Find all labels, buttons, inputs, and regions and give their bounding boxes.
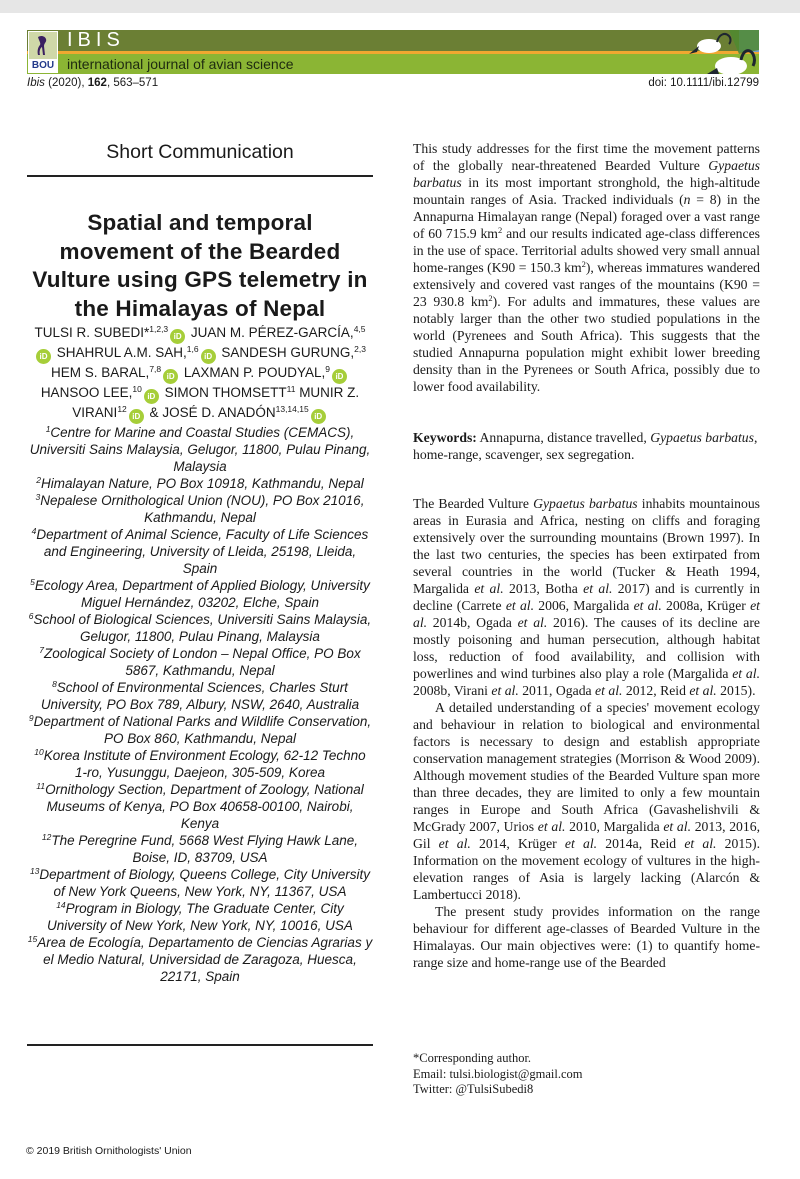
doi[interactable]: doi: 10.1111/ibi.12799 xyxy=(648,77,759,89)
orcid-icon[interactable]: iD xyxy=(201,349,216,364)
author xyxy=(51,365,180,380)
citation-journal: Ibis xyxy=(27,77,45,89)
author-name: MUNIR Z. VIRANI xyxy=(72,385,360,420)
body-paragraph: The present study provides information on the range behaviour for different age-classes of Bearded Vulture in the Himalayas. Our main objectives were: (1) to quantify home-range size and home-range use of the Bearded xyxy=(413,904,760,970)
keywords-label: Keywords: xyxy=(413,430,477,445)
article-title: Spatial and temporal movement of the Bearded Vulture using GPS telemetry in the Himalayas of Nepal xyxy=(32,210,368,321)
author-name: LAXMAN P. POUDYAL, xyxy=(183,365,326,380)
journal-subtitle: international journal of avian science xyxy=(67,56,294,72)
orcid-icon[interactable]: iD xyxy=(170,329,185,344)
species-name: Gypaetus barbatus xyxy=(413,158,760,190)
author xyxy=(41,385,161,400)
affiliation-number: 15 xyxy=(27,934,38,944)
affiliation-text: Department of Biology, Queens College, City University of New York Queens, New York, NY, 11367, USA xyxy=(39,867,371,899)
orcid-icon[interactable]: iD xyxy=(311,409,326,424)
orcid-icon[interactable]: iD xyxy=(332,369,347,384)
affiliation-text: Nepalese Ornithological Union (NOU), PO Box 21016, Kathmandu, Nepal xyxy=(40,493,365,525)
affiliation-text: School of Environmental Sciences, Charles Sturt University, PO Box 789, Albury, NSW, 2640, Australia xyxy=(40,680,360,712)
affiliation-list xyxy=(27,424,373,985)
affiliation xyxy=(27,832,373,866)
author-email[interactable]: Email: tulsi.biologist@gmail.com xyxy=(413,1066,583,1081)
affiliation-text: Ornithology Section, Department of Zoology, National Museums of Kenya, PO Box 40658-00100, Nairobi, Kenya xyxy=(45,782,364,831)
author xyxy=(34,325,187,340)
affiliation xyxy=(27,577,373,611)
affiliation-number: 4 xyxy=(31,526,37,536)
author xyxy=(165,385,296,400)
author xyxy=(221,345,366,360)
affiliation xyxy=(27,679,373,713)
journal-name: IBIS xyxy=(67,30,125,51)
affiliation-text: Himalayan Nature, PO Box 10918, Kathmandu, Nepal xyxy=(41,476,364,491)
affiliation-number: 1 xyxy=(45,424,51,434)
affiliation-ref: 11 xyxy=(286,384,296,394)
author-name: SIMON THOMSETT xyxy=(164,385,287,400)
affiliation-text: The Peregrine Fund, 5668 West Flying Hawk Lane, Boise, ID, 83709, USA xyxy=(51,833,359,865)
affiliation-number: 10 xyxy=(34,747,44,757)
affiliation xyxy=(27,713,373,747)
affiliation-ref: 12 xyxy=(117,404,127,414)
body-paragraph: A detailed understanding of a species' movement ecology and behaviour in relation to biological and environmental factors is necessary to design and establish appropriate conservation management strategies (Morrison & Wood 2009). Although movement studies of the Bearded Vulture span more than three decades, they are limited to only a few mountain ranges in Europe and South Africa (Gavashelishvili & McGrady 2007, Urios et al. 2010, Margalida et al. 2013, 2016, Gil et al. 2014, Krüger et al. 2014a, Reid et al. 2015). Information on the movement ecology of vultures in the high-elevation ranges of Asia is largely lacking (Alarcón & Lambertucci 2018). xyxy=(413,700,761,902)
author-name: SHAHRUL A.M. SAH, xyxy=(56,345,187,360)
affiliation-number: 7 xyxy=(39,645,45,655)
affiliation-ref: 13,14,15 xyxy=(275,404,309,414)
citation xyxy=(27,77,158,89)
affiliation xyxy=(27,934,373,985)
divider xyxy=(27,1044,373,1046)
affiliation-number: 11 xyxy=(36,781,46,791)
orcid-icon[interactable]: iD xyxy=(144,389,159,404)
affiliation-number: 13 xyxy=(29,866,40,876)
citation-pages: , 563–571 xyxy=(106,77,159,89)
intro-paragraph: The Bearded Vulture Gypaetus barbatus inhabits mountainous areas in Eurasia and Africa, nesting on cliffs and foraging extensively over the surrounding mountains (Brown 1997). In the last two centuries, the species has been extirpated from several countries in the world (Tucker & Heath 1994, Margalida et al. 2013, Botha et al. 2017) and is currently in decline (Carrete et al. 2006, Margalida et al. 2008a, Krüger et al. 2014b, Ogada et al. 2016). The causes of its decline are mostly poisoning and human persecution, although habitat loss, reduction of food availability, and collision with powerlines and wind turbines also play a role (Margalida et al. 2008b, Virani et al. 2011, Ogada et al. 2012, Reid et al. 2015). xyxy=(413,496,761,698)
orcid-icon[interactable]: iD xyxy=(129,409,144,424)
affiliation-number: 8 xyxy=(52,679,57,689)
body-column xyxy=(413,140,760,971)
divider xyxy=(27,175,373,177)
affiliation xyxy=(27,900,373,934)
journal-banner xyxy=(27,30,759,74)
affiliation xyxy=(27,747,373,781)
affiliation-number: 3 xyxy=(35,492,41,502)
affiliation-number: 5 xyxy=(30,577,35,587)
affiliation-number: 6 xyxy=(28,611,34,621)
bou-logo xyxy=(28,31,58,73)
affiliation-ref: 4,5 xyxy=(353,324,366,334)
affiliation-text: Ecology Area, Department of Applied Biology, University Miguel Hernández, 03202, Elche, Spain xyxy=(34,578,370,610)
affiliation-text: Zoological Society of London – Nepal Office, PO Box 5867, Kathmandu, Nepal xyxy=(44,646,361,678)
author-name: HEM S. BARAL, xyxy=(51,365,150,380)
affiliation-number: 2 xyxy=(36,475,42,485)
affiliation-ref: 1,2,3 xyxy=(149,324,169,334)
citation-volume: 162 xyxy=(87,77,107,89)
affiliation xyxy=(27,645,373,679)
corresponding-author-note: *Corresponding author. xyxy=(413,1051,532,1065)
affiliation xyxy=(27,781,373,832)
affiliation-text: Area de Ecología, Departamento de Ciencias Agrarias y el Medio Natural, Universidad de Zaragoza, Huesca, 22171, Spain xyxy=(37,935,373,984)
keywords: Keywords: Annapurna, distance travelled, Gypaetus barbatus, home-range, scavenger, sex segregation. xyxy=(413,430,758,462)
author xyxy=(184,365,349,380)
orcid-icon[interactable]: iD xyxy=(36,349,51,364)
affiliation xyxy=(27,526,373,577)
author-list xyxy=(27,324,373,424)
viewer-top-bar xyxy=(0,0,800,13)
orcid-icon[interactable]: iD xyxy=(163,369,178,384)
affiliation-ref: 2,3 xyxy=(354,344,366,354)
author-name: SANDESH GURUNG, xyxy=(221,345,355,360)
affiliation xyxy=(27,611,373,645)
bou-badge: BOU xyxy=(29,59,57,72)
author-name: JUAN M. PÉREZ-GARCÍA, xyxy=(190,325,354,340)
author-name: HANSOO LEE, xyxy=(40,385,133,400)
affiliation-number: 12 xyxy=(41,832,52,842)
affiliation xyxy=(27,866,373,900)
citation-year: (2020), xyxy=(48,77,85,89)
banner-top-band xyxy=(27,30,759,51)
affiliation-number: 14 xyxy=(56,900,66,910)
abstract: This study addresses for the first time the movement patterns of the globally near-threatened Bearded Vulture Gypaetus barbatus in its most important stronghold, the high-altitude mountain ranges of Asia. Tracked individuals (n = 8) in the Annapurna Himalayan range (Nepal) foraged over a vast range of 60 715.9 $km^2$ and our results indicated age-class differences in the use of space. Territorial adults showed very small annual home-ranges (K90 = 150.3 $km^2$), whereas immatures wandered extensively and covered vast ranges of the mountains (K90 = 23 930.8 $km^2$). For adults and immatures, these values are notably larger than the other two studied populations in the world (Pyrenees and South Africa). This suggests that the studied Annapurna population might exhibit lower breeding density than in the Pyrenees or South Africa, possibly due to lower food availability. xyxy=(413,141,761,394)
title-column xyxy=(27,130,373,985)
ibis-birds-illustration-icon xyxy=(669,30,759,74)
affiliation-ref: 9 xyxy=(325,364,330,374)
copyright: © 2019 British Ornithologists' Union xyxy=(26,1145,192,1157)
affiliation xyxy=(27,475,373,492)
affiliation-ref: 7,8 xyxy=(149,364,162,374)
bird-logo-icon xyxy=(35,35,51,57)
affiliation-ref: 1,6 xyxy=(186,344,199,354)
article-type: Short Communication xyxy=(106,141,294,163)
footnote xyxy=(413,1051,583,1098)
affiliation-text: Program in Biology, The Graduate Center, City University of New York, New York, NY, 10016, USA xyxy=(47,901,353,933)
author-name: TULSI R. SUBEDI* xyxy=(34,325,150,340)
affiliation-text: Department of National Parks and Wildlife Conservation, PO Box 860, Kathmandu, Nepal xyxy=(33,714,372,746)
affiliation xyxy=(27,424,373,475)
author-twitter[interactable]: Twitter: @TulsiSubedi8 xyxy=(413,1082,534,1096)
author xyxy=(162,405,327,420)
affiliation-text: Department of Animal Science, Faculty of Life Sciences and Engineering, University of Lleida, 25198, Lleida, Spain xyxy=(36,527,369,576)
author-name: JOSÉ D. ANADÓN xyxy=(162,405,276,420)
author-and: & xyxy=(149,405,159,420)
affiliation xyxy=(27,492,373,526)
affiliation-text: School of Biological Sciences, Universiti Sains Malaysia, Gelugor, 11800, Pulau Pinang, Malaysia xyxy=(33,612,372,644)
author xyxy=(57,345,218,360)
affiliation-ref: 10 xyxy=(132,384,142,394)
affiliation-text: Korea Institute of Environment Ecology, 62-12 Techno 1-ro, Yusunggu, Daejeon, 305-509, Korea xyxy=(43,748,366,780)
affiliation-number: 9 xyxy=(28,713,34,723)
affiliation-text: Centre for Marine and Coastal Studies (CEMACS), Universiti Sains Malaysia, Gelugor, 11800, Pulau Pinang, Malaysia xyxy=(29,425,371,474)
